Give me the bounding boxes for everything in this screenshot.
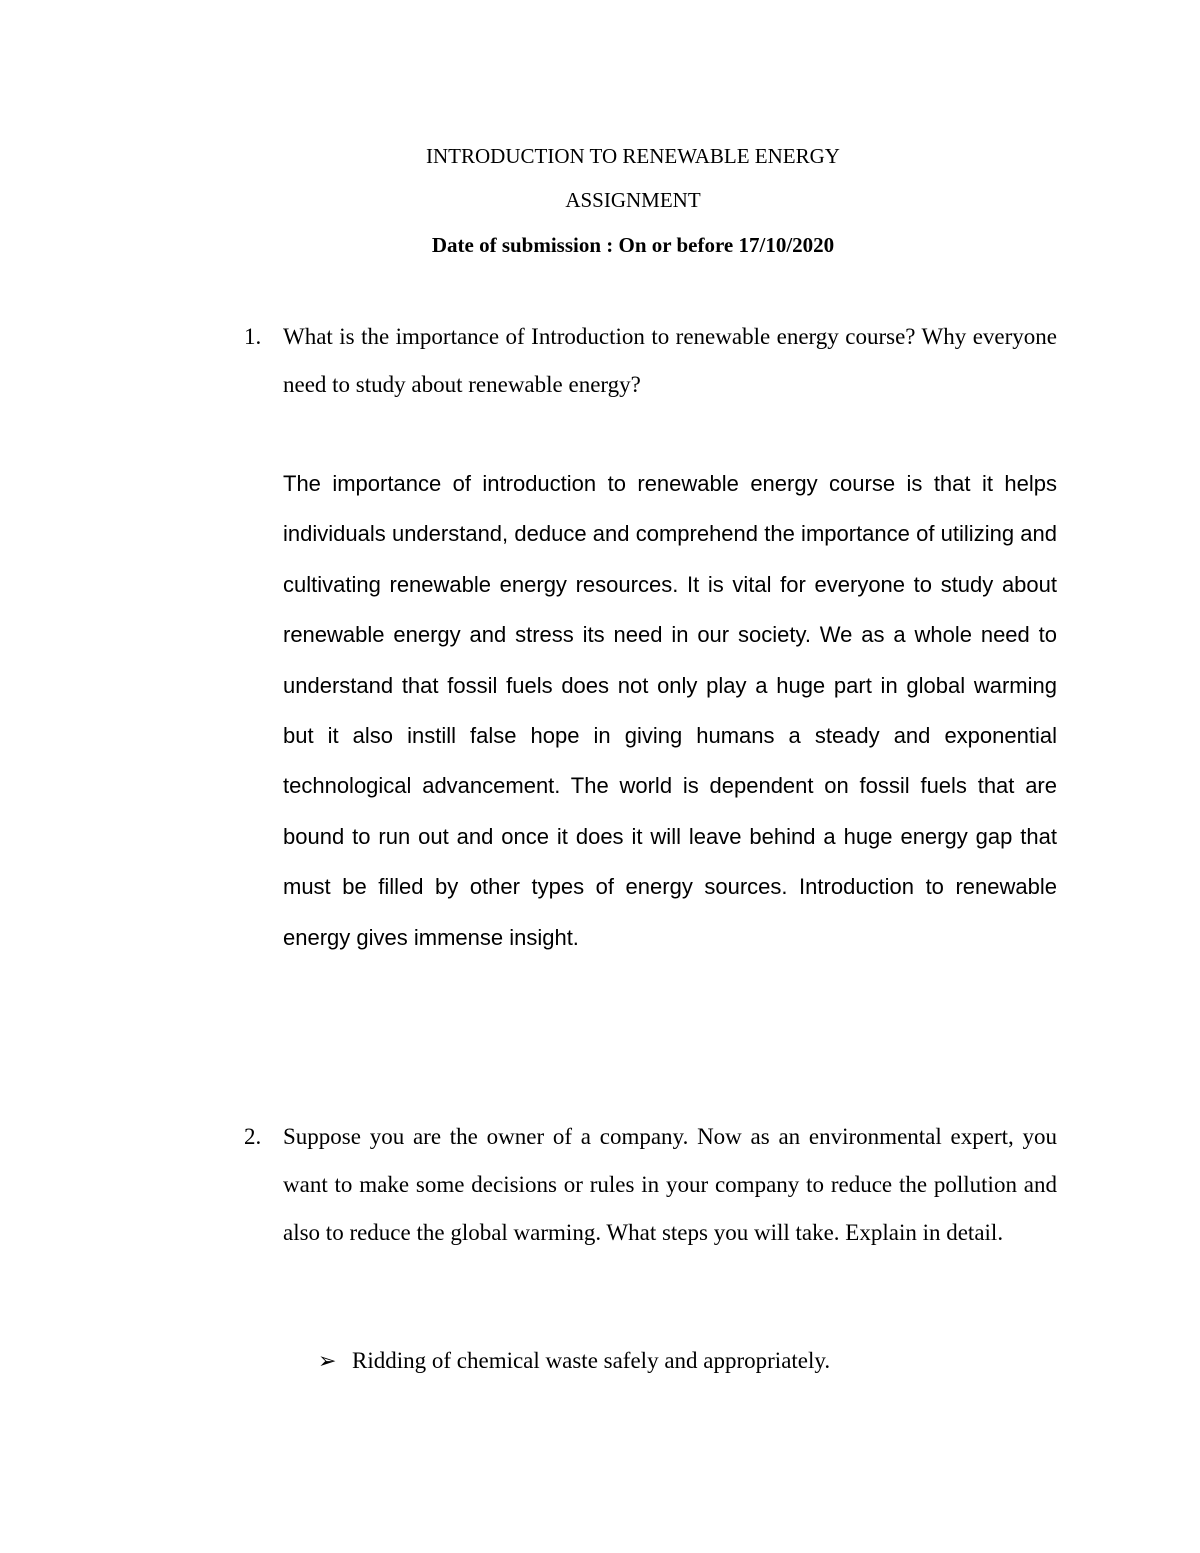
document-title: INTRODUCTION TO RENEWABLE ENERGY xyxy=(426,144,840,168)
question-1-number: 1. xyxy=(244,324,262,349)
bullet-text: Ridding of chemical waste safely and appropriately. xyxy=(352,1348,831,1373)
answer-1-text: The importance of introduction to renewable energy course is that it helps individuals understand, deduce and comprehend the importance of utilizing and cultivating renewable energy resources. It is vital for everyone to study about renewable energy and stress its need in our society. We as a whole need to understand that fossil fuels does not only play a huge part in global warming but it also instill false hope in giving humans a steady and exponential technological advancement. The world is dependent on fossil fuels that are bound to run out and once it does it will leave behind a huge energy gap that must be filled by other types of energy sources. Introduction to renewable energy gives immense insight. xyxy=(283,471,1057,950)
answer-2-bullet-item xyxy=(318,1344,830,1378)
question-1-text: What is the importance of Introduction to renewable energy course? Why everyone need to study about renewable energy? xyxy=(283,324,1057,397)
submission-date: Date of submission : On or before 17/10/2020 xyxy=(431,233,835,257)
question-2-text: Suppose you are the owner of a company. Now as an environmental expert, you want to make some decisions or rules in your company to reduce the pollution and also to reduce the global warming. What steps you will take. Explain in detail. xyxy=(283,1124,1057,1245)
document-subtitle: ASSIGNMENT xyxy=(565,188,701,212)
arrow-bullet-icon: ➢ xyxy=(318,1348,337,1373)
question-2-number: 2. xyxy=(244,1124,262,1149)
